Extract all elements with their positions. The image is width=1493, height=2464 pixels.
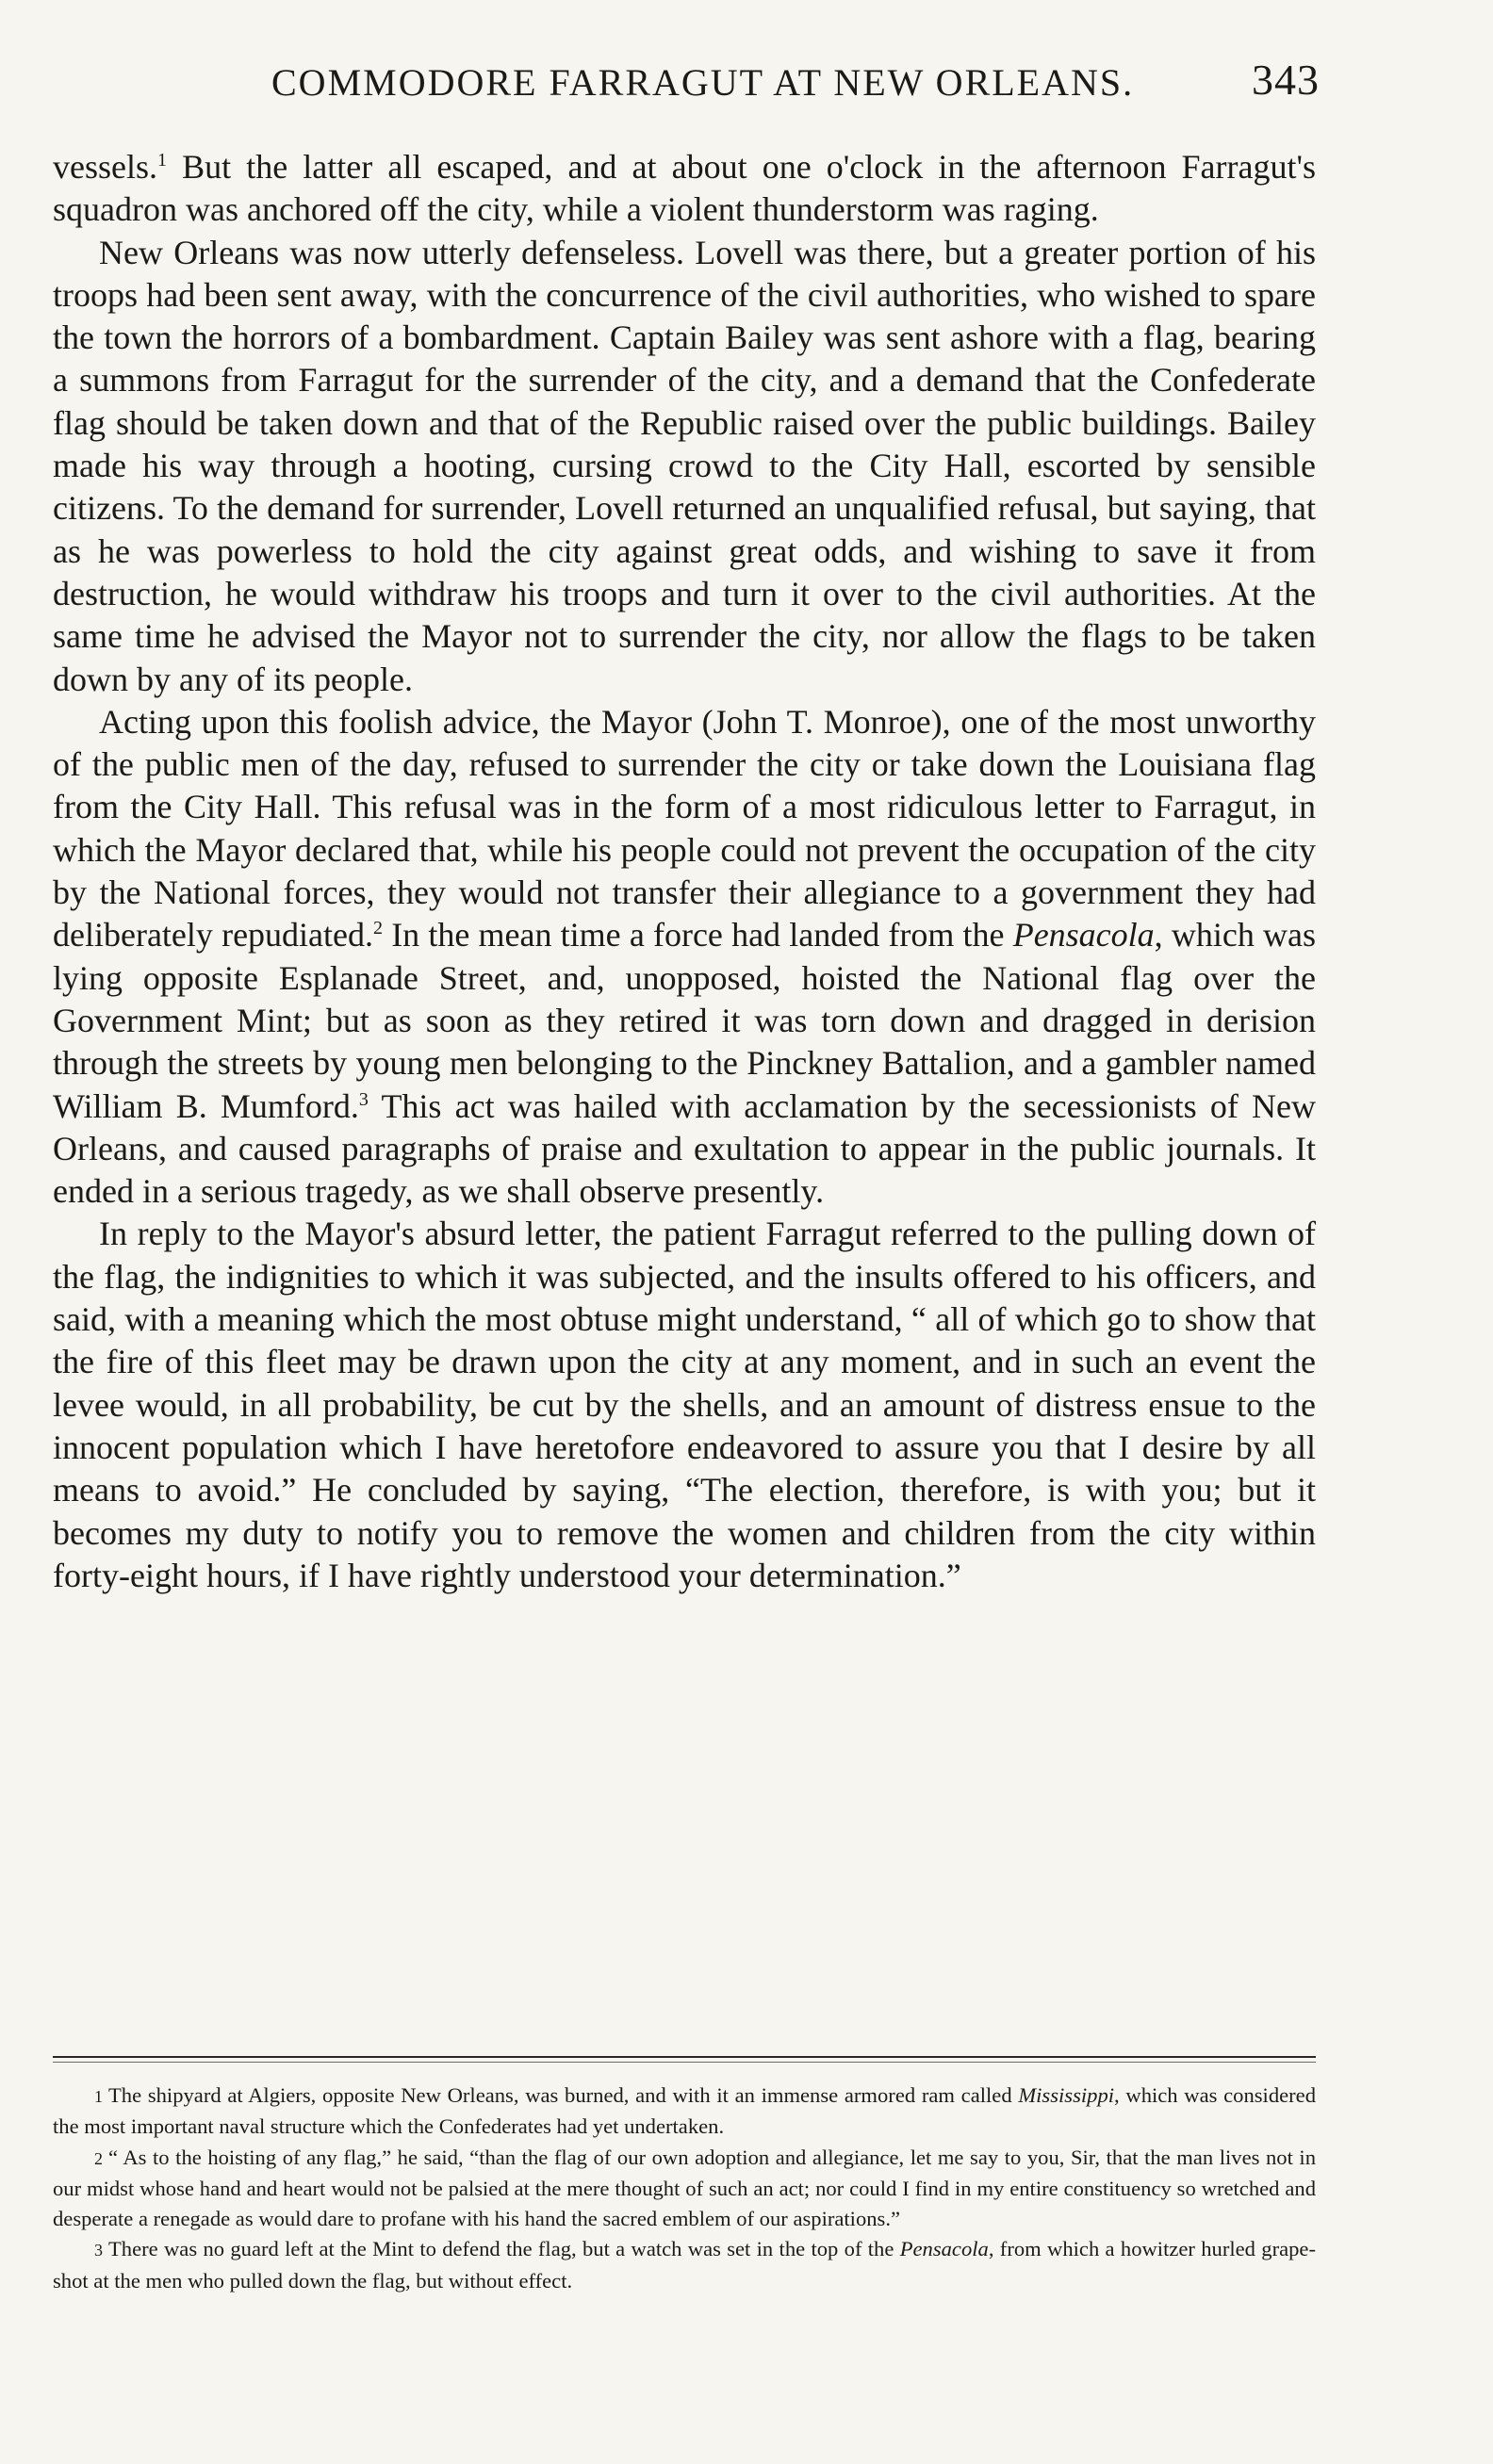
ship-name-pensacola: Pensacola — [1012, 916, 1155, 955]
footnote-1-mark: 1 — [94, 2087, 103, 2106]
paragraph-3 — [53, 701, 1316, 1214]
page-number: 343 — [1252, 56, 1320, 104]
paragraph-1-text-b: But the latter all escaped, and at about one o'clock in the afternoon Farragut's squadron was anchored off the city, while a violent thunderstorm was raging. — [53, 148, 1316, 229]
footnote-ref-2: 2 — [373, 918, 384, 939]
footnote-3 — [53, 2234, 1316, 2296]
paragraph-3-text-d: This act was hailed with acclamation by the secessionists of New Orleans, and caused paragraphs of praise and exultation to appear in the public journals. It ended in a serious tragedy, as we shall observe presently. — [53, 1086, 1317, 1211]
footnote-1 — [53, 2081, 1316, 2143]
paragraph-3-text-a: Acting upon this foolish advice, the Mayor (John T. Monroe), one of the most unworthy of the public men of the day, refused to surrender the city or take down the Louisiana flag from the City Hall. This refusal was in the form of a most ridiculous letter to Farragut, in which the Mayor declared that, while his people could not prevent the occupation of the city by the National forces, they would not transfer their allegiance to a government they had deliberately repudiated. — [53, 702, 1316, 955]
paragraph-2: New Orleans was now utterly defenseless. Lovell was there, but a greater portion of his troops had been sent away, with the concurrence of the civil authorities, who wished to spare the town the horrors of a bombardment. Captain Bailey was sent ashore with a flag, bearing a summons from Farragut for the surrender of the city, and a demand that the Confederate flag should be taken down and that of the Republic raised over the public buildings. Bailey made his way through a hooting, cursing crowd to the City Hall, escorted by sensible citizens. To the demand for surrender, Lovell returned an unqualified refusal, but saying, that as he was powerless to hold the city against great odds, and wishing to save it from destruction, he would withdraw his troops and turn it over to the civil authorities. At the same time he advised the Mayor not to surrender the city, nor allow the flags to be taken down by any of its people. — [53, 233, 1316, 698]
running-head — [53, 55, 1320, 122]
running-title: COMMODORE FARRAGUT AT NEW ORLEANS. — [271, 61, 1135, 104]
paragraph-1-text-a: vessels. — [53, 148, 157, 186]
ship-name-pensacola-footnote: Pensacola — [899, 2237, 989, 2261]
paragraph-1 — [53, 146, 1316, 232]
body-text — [53, 146, 1316, 1597]
ship-name-mississippi: Mississippi — [1018, 2083, 1115, 2107]
footnote-2 — [53, 2143, 1316, 2235]
footnote-ref-1: 1 — [157, 150, 167, 171]
footnote-1-text-b: , which was considered the most important naval structure which the Confederates had yet undertaken. — [53, 2083, 1317, 2139]
footnotes — [53, 2081, 1316, 2296]
footnote-1-text-a: The shipyard at Algiers, opposite New Orleans, was burned, and with it an immense armored ram called — [108, 2083, 1019, 2107]
footnote-3-text-a: There was no guard left at the Mint to defend the flag, but a watch was set in the top of the — [108, 2237, 900, 2261]
footnote-divider-inner — [53, 2062, 1316, 2063]
paragraph-4: In reply to the Mayor's absurd letter, the patient Farragut referred to the pulling down of the flag, the indignities to which it was subjected, and the insults offered to his officers, and said, with a meaning which the most obtuse might understand, “ all of which go to show that the fire of this fleet may be drawn upon the city at any moment, and in such an event the levee would, in all probability, be cut by the shells, and an amount of distress ensue to the innocent population which I have heretofore endeavored to assure you that I desire by all means to avoid.” He concluded by saying, “The election, therefore, is with you; but it becomes my duty to notify you to remove the women and children from the city within forty-eight hours, if I have rightly understood your determination.” — [53, 1215, 1316, 1594]
footnote-3-mark: 3 — [94, 2241, 103, 2260]
paragraph-3-text-b: In the mean time a force had landed from the — [383, 916, 1013, 955]
footnote-divider — [53, 2056, 1316, 2058]
footnote-3-text-b: , from which a howitzer hurled grape-shot at the men who pulled down the flag, but without effect. — [53, 2237, 1316, 2293]
footnote-2-mark: 2 — [94, 2148, 103, 2168]
footnote-2-text: “ As to the hoisting of any flag,” he said, “than the flag of our own adoption and allegiance, let me say to you, Sir, that the man lives not in our midst whose hand and heart would not be palsied at the mere thought of such an act; nor could I find in my entire constituency so wretched and desperate a renegade as would dare to profane with his hand the sacred emblem of our aspirations.” — [53, 2145, 1316, 2231]
book-page — [53, 55, 1320, 2293]
paragraph-3-text-c: , which was lying opposite Esplanade Street, and, unopposed, hoisted the National flag over the Government Mint; but as soon as they retired it was torn down and dragged in derision through the streets by young men belonging to the Pinckney Battalion, and a gambler named William B. Mumford. — [53, 916, 1316, 1125]
footnote-ref-3: 3 — [358, 1088, 369, 1110]
